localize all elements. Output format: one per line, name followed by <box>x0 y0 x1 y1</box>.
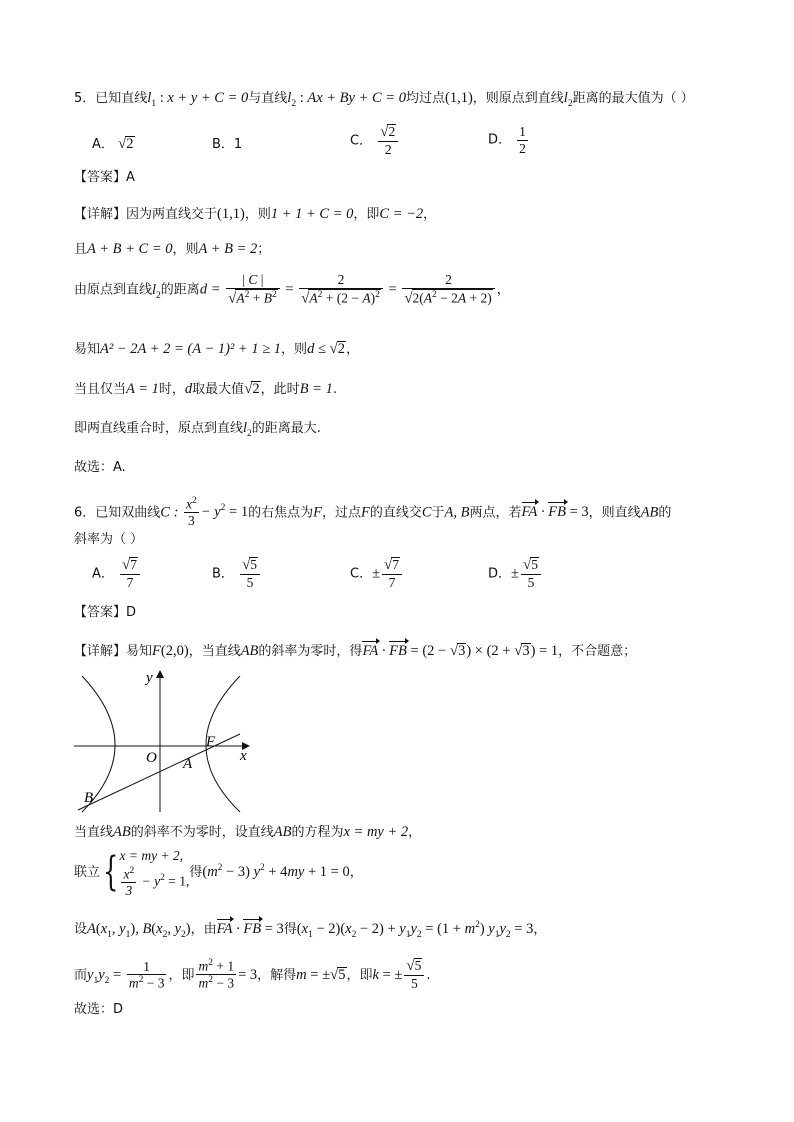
q6-option-c: C．± $\frac{√7}{7}$ <box>350 557 404 591</box>
q5-distance-fraction-1: $\frac{| C |}{√A^2 + B^2}$ <box>226 272 280 307</box>
q5-detail-line1: 【详解】因为两直线交于(1,1)，则1 + 1 + C = 0，即C = −2， <box>74 206 437 222</box>
q5-detail-line4: 易知A² − 2A + 2 = (A − 1)² + 1 ≥ 1，则d ≤ √2， <box>74 341 360 357</box>
y-axis-arrow <box>156 670 164 678</box>
label-o: O <box>146 750 157 766</box>
q5-option-d: D． $\frac{1}{2}$ <box>488 124 526 156</box>
q6-equation-system: x = my + 2, $\frac{x^2}{3}$ − $y^2 = 1$, <box>119 848 190 898</box>
q6-conclusion: 故选：D <box>74 1002 124 1017</box>
q6-stem-line2: 斜率为（ ） <box>74 532 144 547</box>
q6-detail-line3: 联立{ x = my + 2, $\frac{x^2}{3}$ − $y^2 = 1$, 得$(m^2 - 3) y^2 + 4my + 1 = 0$， <box>74 848 363 898</box>
q5-detail-line2: 且A + B + C = 0，则A + B = 2； <box>74 241 271 257</box>
q5-detail-line3: 由原点到直线$l_2$的距离d = $\frac{| C |}{√A^2 + B^2}$ = $\frac{2}{√A^2 + (2 - A)^2}$ = $\frac{2}{√2(A^2 - 2A + 2)}$ ， <box>74 272 510 307</box>
label-f: F <box>206 734 216 750</box>
q5-detail-line6: 即两直线重合时，原点到直线$l_2$的距离最大. <box>74 420 321 439</box>
label-b: B <box>84 790 94 806</box>
q5-stem: 5．已知直线$l_1$ : x + y + C = 0与直线$l_2$ : Ax + By + C = 0均过点(1,1)，则原点到直线$l_2$距离的最大值为（ ） <box>74 90 694 109</box>
label-y: y <box>146 670 153 686</box>
label-a: A <box>183 756 193 772</box>
label-x: x <box>240 748 247 764</box>
q6-stem: 6．已知双曲线C : $\frac{x^2}{3}$ − $y^2 = 1$的右焦点为F，过点F的直线交C于A, B两点，若FA · FB = 3，则直线AB的 <box>74 496 672 529</box>
q5-option-c: C． $\frac{√2}{2}$ <box>350 124 400 158</box>
q5-distance-fraction-3: $\frac{2}{√2(A^2 - 2A + 2)}$ <box>402 272 494 307</box>
q6-detail-line5: 而$y_1y_2$ = $\frac{1}{m^2 - 3}$ ，即 $\frac{m^2 + 1}{m^2 - 3}$ = 3，解得m = ±√5，即k = ± $\frac{√5}{5}$ . <box>74 958 431 992</box>
q6-number: 6． <box>74 505 96 521</box>
q5-line2-equation: Ax + By + C = 0 <box>307 90 406 106</box>
q5-option-a: A． √2 <box>92 136 134 152</box>
q5-detail-line5: 当且仅当A = 1时，d取最大值√2，此时B = 1. <box>74 381 337 397</box>
q6-detail-line2: 当直线AB的斜率不为零时，设直线AB的方程为x = my + 2， <box>74 824 422 840</box>
hyperbola-figure <box>72 664 258 814</box>
q6-option-a: A． $\frac{√7}{7}$ <box>92 557 142 591</box>
q5-answer: 【答案】A <box>74 170 135 185</box>
q5-point: (1,1) <box>444 90 473 106</box>
q5-conclusion: 故选：A. <box>74 460 126 475</box>
q5-option-b: B．1 <box>212 137 243 152</box>
q6-detail-line1: 【详解】易知F(2,0)，当直线AB的斜率为零时，得FA · FB = (2 − √3) × (2 + √3) = 1，不合题意； <box>74 643 637 659</box>
q5-distance-fraction-2: $\frac{2}{√A^2 + (2 - A)^2}$ <box>299 272 383 307</box>
q5-number: 5． <box>74 91 96 106</box>
q6-hyperbola-fraction: $\frac{x^2}{3}$ <box>186 496 197 529</box>
q5-line1-equation: x + y + C = 0 <box>167 90 249 106</box>
q6-detail-line4: 设$A(x_1$, $y_1$), $B(x_2$, $y_2$)，由FA · FB = 3得$(x_1 - 2)(x_2 - 2) + y_1y_2 = (1 + m^2) y_1y_2 = 3$， <box>74 920 547 940</box>
q6-answer: 【答案】D <box>74 605 137 620</box>
q6-option-b: B． $\frac{√5}{5}$ <box>212 557 262 591</box>
q6-option-d: D．± $\frac{√5}{5}$ <box>488 557 543 591</box>
line-ab <box>78 734 240 810</box>
